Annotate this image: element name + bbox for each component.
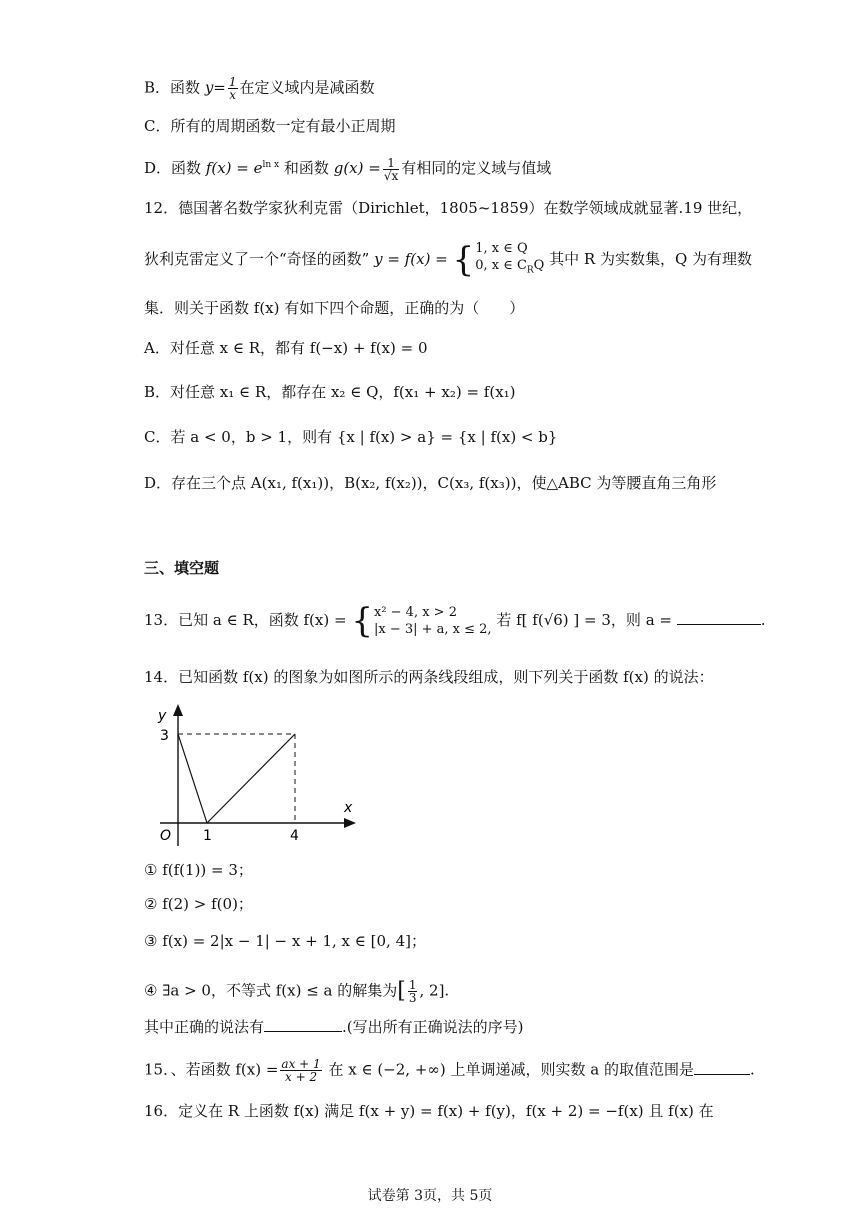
page-footer: 试卷第 3页，共 5页	[367, 1188, 493, 1204]
origin-label: O	[160, 828, 172, 844]
question-16: 16．定义在 R 上函数 f(x) 满足 f(x + y) = f(x) + f(y)，f(x + 2) = −f(x) 且 f(x) 在	[144, 1102, 714, 1120]
statement-4: ④ ∃a > 0，不等式 f(x) ≤ a 的解集为[ $\frac{1}{3}$ , 2].	[144, 978, 450, 1005]
q13-answer-blank[interactable]	[677, 609, 761, 625]
q14-answer-blank[interactable]	[264, 1016, 342, 1032]
option-d: D．函数 $f(x) = e^{ln x}$ 和函数 g(x) = $\frac{1}{√x}$ 有相同的定义域与值域	[144, 155, 552, 183]
question-12-line1: 12．德国著名数学家狄利克雷（Dirichlet，1805~1859）在数学领域成就显著.19 世纪，	[144, 199, 753, 217]
option-b: B．函数 y= $\frac{1}{x}$ 在定义域内是减函数	[144, 75, 375, 102]
statement-3: ③ f(x) = 2|x − 1| − x + 1, x ∈ [0, 4]；	[144, 932, 426, 950]
y-label: y	[158, 708, 167, 724]
question-12-line3: 集．则关于函数 f(x) 有如下四个命题，正确的为（ ）	[144, 299, 525, 317]
q15-answer-blank[interactable]	[694, 1059, 750, 1075]
x-axis-arrow	[344, 818, 356, 828]
x-label: x	[344, 800, 353, 816]
question-13: 13．已知 a ∈ R，函数 f(x) = {x² − 4, x > 2 |x − 3| + a, x ≤ 2, 若 f[ f(√6) ] = 3，则 a = .	[144, 601, 766, 641]
q12-option-d: D．存在三个点 A(x₁, f(x₁))，B(x₂, f(x₂))，C(x₃, f(x₃))，使△ABC 为等腰直角三角形	[144, 474, 717, 492]
segment-2	[207, 734, 295, 823]
option-c: C．所有的周期函数一定有最小正周期	[144, 117, 396, 135]
y-axis-arrow	[173, 704, 183, 716]
question-15: 15．、若函数 f(x) = $\frac{ax + 1}{x + 2}$ 在 x ∈ (−2, +∞) 上单调递减，则实数 a 的取值范围是 .	[144, 1057, 755, 1084]
question-12-line2: 狄利克雷定义了一个“奇怪的函数” y = f(x) = {1, x ∈ Q 0, x ∈ $C_RQ$ 其中 R 为实数集，Q 为有理数	[144, 239, 753, 280]
q12-option-b: B．对任意 x₁ ∈ R，都存在 x₂ ∈ Q，f(x₁ + x₂) = f(x₁)	[144, 383, 516, 401]
q14-answer-line: 其中正确的说法有 .(写出所有正确说法的序号)	[144, 1018, 524, 1036]
statement-1: ① f(f(1)) = 3；	[144, 861, 253, 879]
segment-1	[178, 734, 207, 823]
question-14: 14．已知函数 f(x) 的图象为如图所示的两条线段组成，则下列关于函数 f(x) 的说法：	[144, 668, 714, 686]
q12-option-c: C．若 a < 0，b > 1，则有 {x | f(x) > a} = {x | f(x) < b}	[144, 428, 558, 446]
section-title: 三、填空题	[144, 559, 220, 577]
x-tick-label-1: 1	[203, 828, 212, 844]
y-tick-label: 3	[160, 728, 169, 744]
function-graph	[140, 700, 360, 850]
x-tick-label-4: 4	[290, 828, 299, 844]
q12-option-a: A．对任意 x ∈ R，都有 f(−x) + f(x) = 0	[144, 339, 428, 357]
statement-2: ② f(2) > f(0)；	[144, 895, 253, 913]
